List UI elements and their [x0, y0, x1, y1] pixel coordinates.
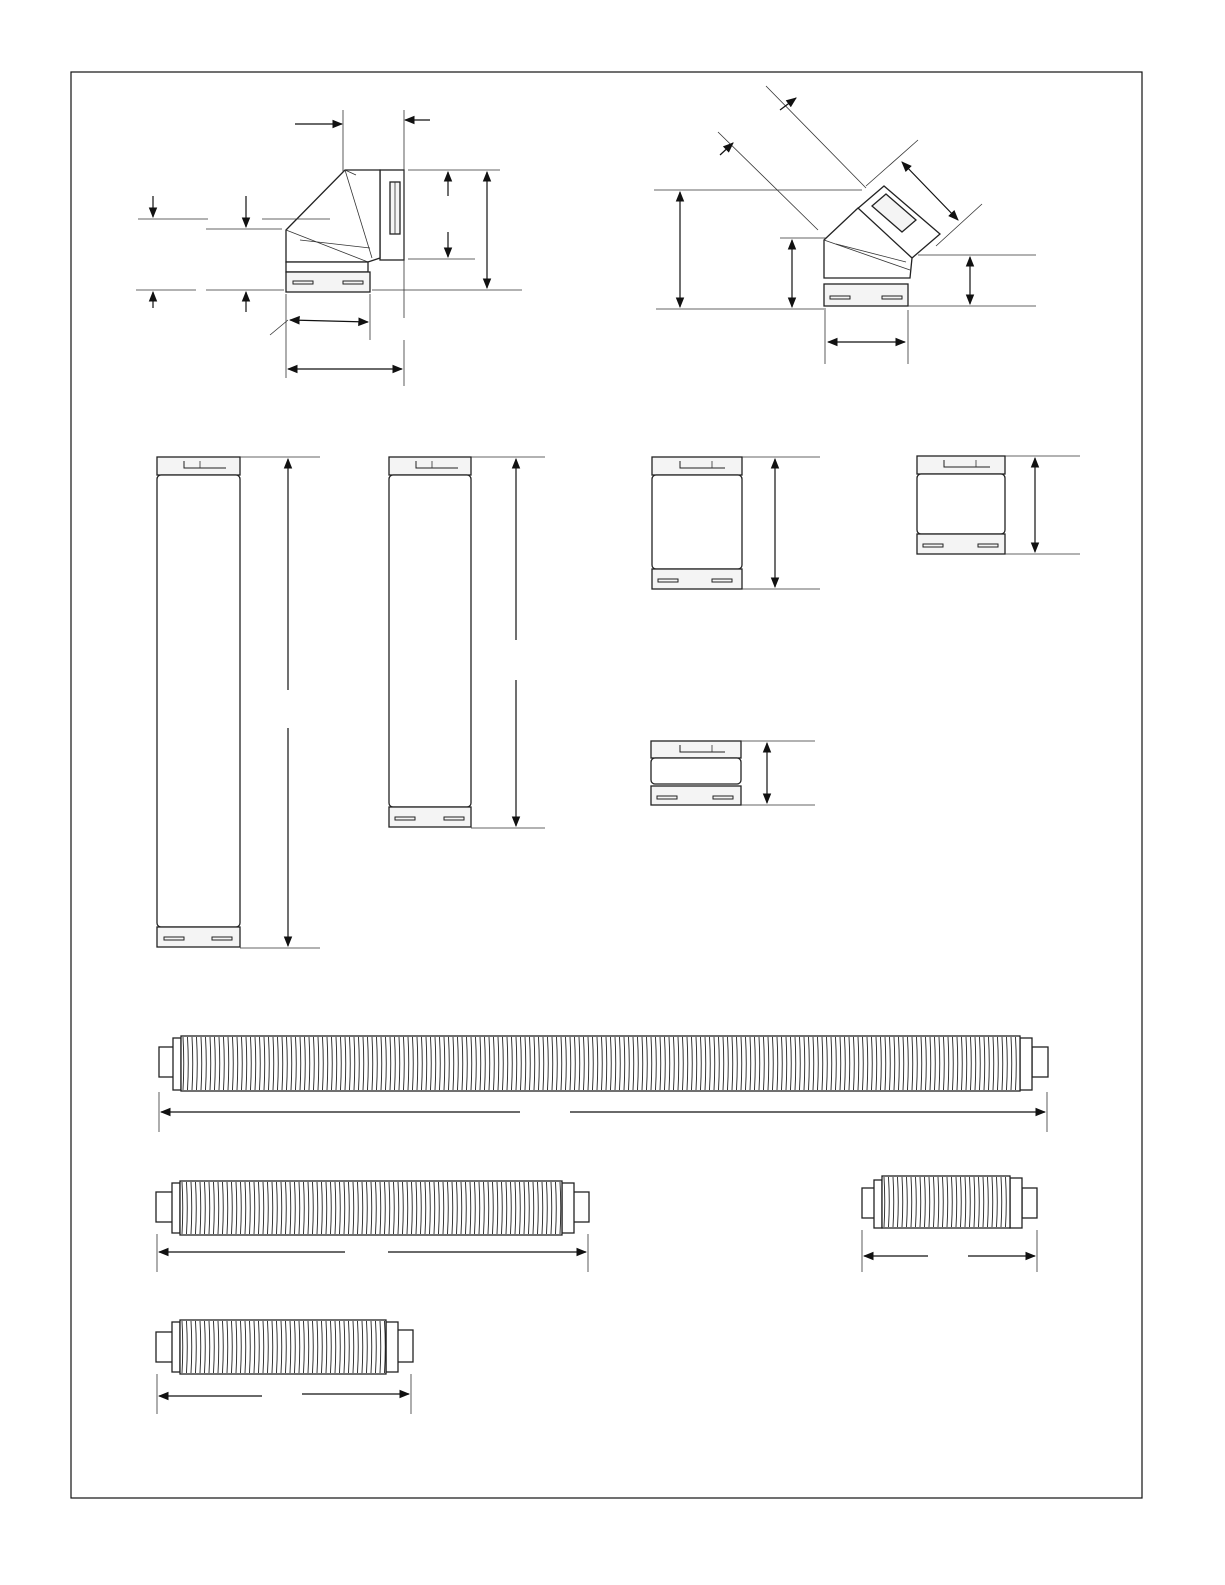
straight-pipe-shortest-diagram	[651, 741, 815, 805]
straight-pipe-short-2-diagram	[917, 456, 1080, 554]
straight-pipe-short-diagram	[652, 457, 820, 589]
flex-pipe-medium-diagram	[156, 1181, 589, 1272]
flex-pipe-long-diagram	[159, 1036, 1048, 1132]
flex-pipe-small-diagram	[862, 1176, 1037, 1272]
elbow-45-diagram	[654, 86, 1036, 364]
elbow-90-diagram	[136, 110, 522, 386]
straight-pipe-long-diagram	[157, 457, 320, 948]
flex-pipe-short-diagram	[156, 1320, 413, 1414]
straight-pipe-medium-diagram	[389, 457, 545, 828]
